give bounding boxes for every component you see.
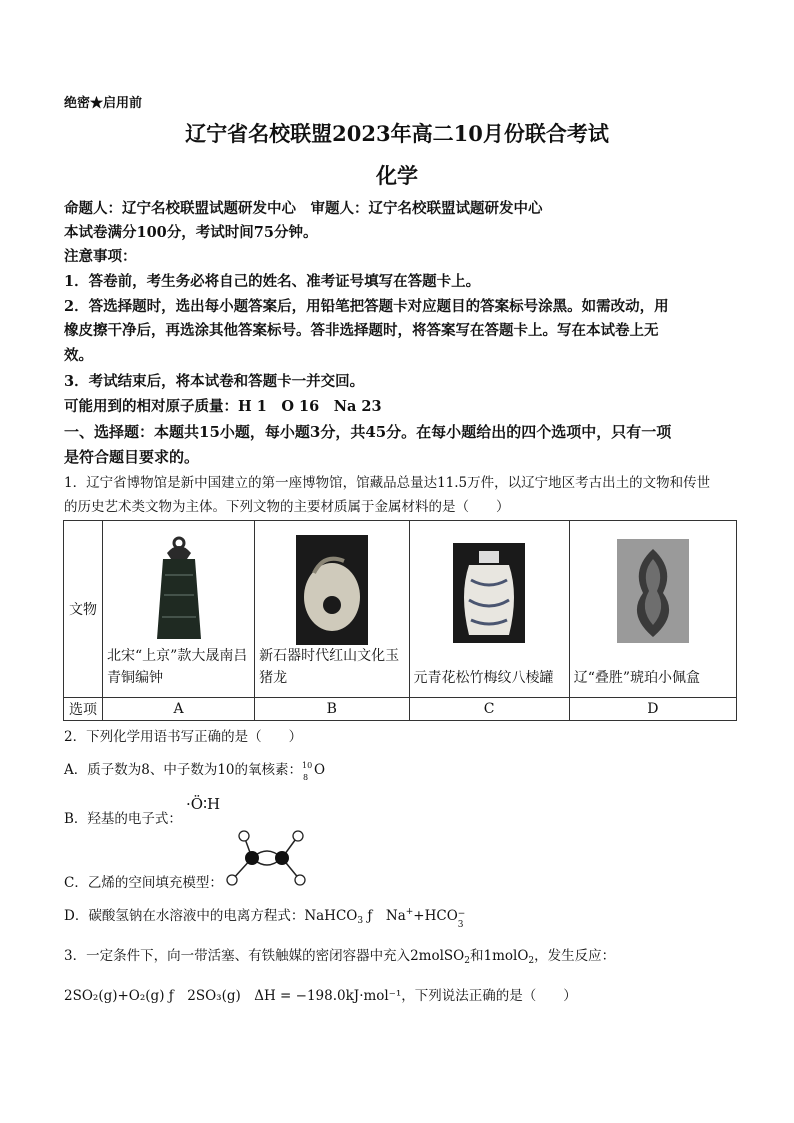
q1-stem-b: 的历史艺术类文物为主体。下列文物的主要材质属于金属材料的是（ ）	[64, 499, 510, 515]
notice-2a: 2．答选择题时，选出每小题答案后，用铅笔把答题卡对应题目的答案标号涂黑。如需改动，用	[64, 298, 669, 315]
q2-d-plus: +	[405, 907, 414, 917]
artifact-caption-d: 辽“叠胜”琥珀小佩盒	[573, 670, 701, 686]
notice-2b: 橡皮擦干净后，再选涂其他答案标号。答非选择题时，将答案写在答题卡上。写在本试卷上无	[64, 322, 659, 339]
row-label-artifact: 文物	[64, 521, 103, 698]
notice-title: 注意事项：	[64, 248, 137, 265]
q3-equation: 2SO₂(g)+O₂(g) ƒ 2SO₃(g) ΔH = −198.0kJ·mol⁻¹	[64, 988, 402, 1004]
section-1a: 一、选择题：本题共15小题，每小题3分，共45分。在每小题给出的四个选项中，只有一项	[64, 423, 672, 441]
q2-option-a	[64, 760, 325, 780]
q2-d-rest: ƒ Na	[363, 908, 406, 924]
artifact-table	[63, 520, 737, 721]
artifact-caption-b: 新石器时代红山文化玉猪龙	[259, 648, 400, 686]
q2-option-d-text: D．碳酸氢钠在水溶液中的电离方程式：NaHCO	[64, 908, 358, 924]
jade-dragon-icon	[292, 535, 372, 645]
q3-stem-b	[64, 986, 577, 1006]
isotope-symbol: O	[314, 762, 326, 778]
q2-option-d	[64, 902, 466, 931]
q2-d-sub: 3	[357, 916, 364, 926]
isotope-atomic-number: 8	[303, 773, 309, 782]
amber-box-icon	[613, 535, 693, 645]
artifact-cell-b	[255, 521, 409, 698]
artifact-cell-c	[409, 521, 569, 698]
q2-stem: 2．下列化学用语书写正确的是（ ）	[64, 729, 303, 745]
q3-text-end: ，发生反应：	[534, 948, 616, 964]
option-c: C	[409, 698, 569, 721]
row-label-option: 选项	[64, 698, 103, 721]
confidential-mark: 绝密★启用前	[64, 96, 143, 111]
artifact-cell-d	[569, 521, 736, 698]
authors-line: 命题人：辽宁名校联盟试题研发中心 审题人：辽宁名校联盟试题研发中心	[64, 200, 543, 217]
isotope-mass-number: 10	[302, 761, 313, 770]
notice-3: 3．考试结束后，将本试卷和答题卡一并交回。	[64, 373, 365, 390]
q3-text-mid: 和1molO	[469, 948, 529, 964]
q1-stem-a: 1．辽宁省博物馆是新中国建立的第一座博物馆，馆藏品总量达11.5万件，以辽宁地区考古出土的文物和传世	[64, 475, 711, 491]
q3-question: ，下列说法正确的是（ ）	[401, 988, 577, 1004]
q2-d-ion-charge	[457, 908, 466, 930]
score-time-line: 本试卷满分100分，考试时间75分钟。	[64, 224, 318, 241]
notice-2c: 效。	[64, 347, 93, 364]
option-d: D	[569, 698, 736, 721]
q2-option-a-text: A．质子数为8、中子数为10的氧核素：	[64, 762, 303, 778]
option-a: A	[103, 698, 255, 721]
q2-option-b: B．羟基的电子式：	[64, 811, 182, 827]
hydroxyl-electron-formula: ·Ö∶H	[186, 795, 221, 813]
exam-title: 辽宁省名校联盟2023年高二10月份联合考试	[185, 121, 609, 146]
artifact-cell-a	[103, 521, 255, 698]
ethylene-space-filling-model	[222, 826, 312, 888]
subject-title: 化学	[376, 163, 418, 188]
isotope-notation	[302, 760, 314, 780]
q3-stem-a	[64, 946, 615, 971]
q3-sub-b: 2	[528, 956, 535, 966]
artifact-caption-a: 北宋“上京”款大晟南吕青铜编钟	[107, 648, 248, 686]
section-1b: 是符合题目要求的。	[64, 448, 200, 466]
atomic-mass-line: 可能用到的相对原子质量：H 1 O 16 Na 23	[64, 398, 382, 415]
q2-option-c: C．乙烯的空间填充模型：	[64, 875, 223, 891]
notice-1: 1．答卷前，考生务必将自己的姓名、准考证号填写在答题卡上。	[64, 273, 481, 290]
bronze-bell-icon	[139, 535, 219, 645]
porcelain-jar-icon	[449, 535, 529, 645]
q3-text-a: 3．一定条件下，向一带活塞、有铁触媒的密闭容器中充入2molSO	[64, 948, 465, 964]
q2-d-plus2: +HCO	[413, 908, 458, 924]
q3-sub-a: 2	[464, 956, 470, 966]
q2-d-minus: −	[457, 908, 466, 919]
artifact-caption-c: 元青花松竹梅纹八棱罐	[413, 670, 554, 686]
q2-d-sub2: 3	[457, 919, 464, 930]
option-b: B	[255, 698, 409, 721]
